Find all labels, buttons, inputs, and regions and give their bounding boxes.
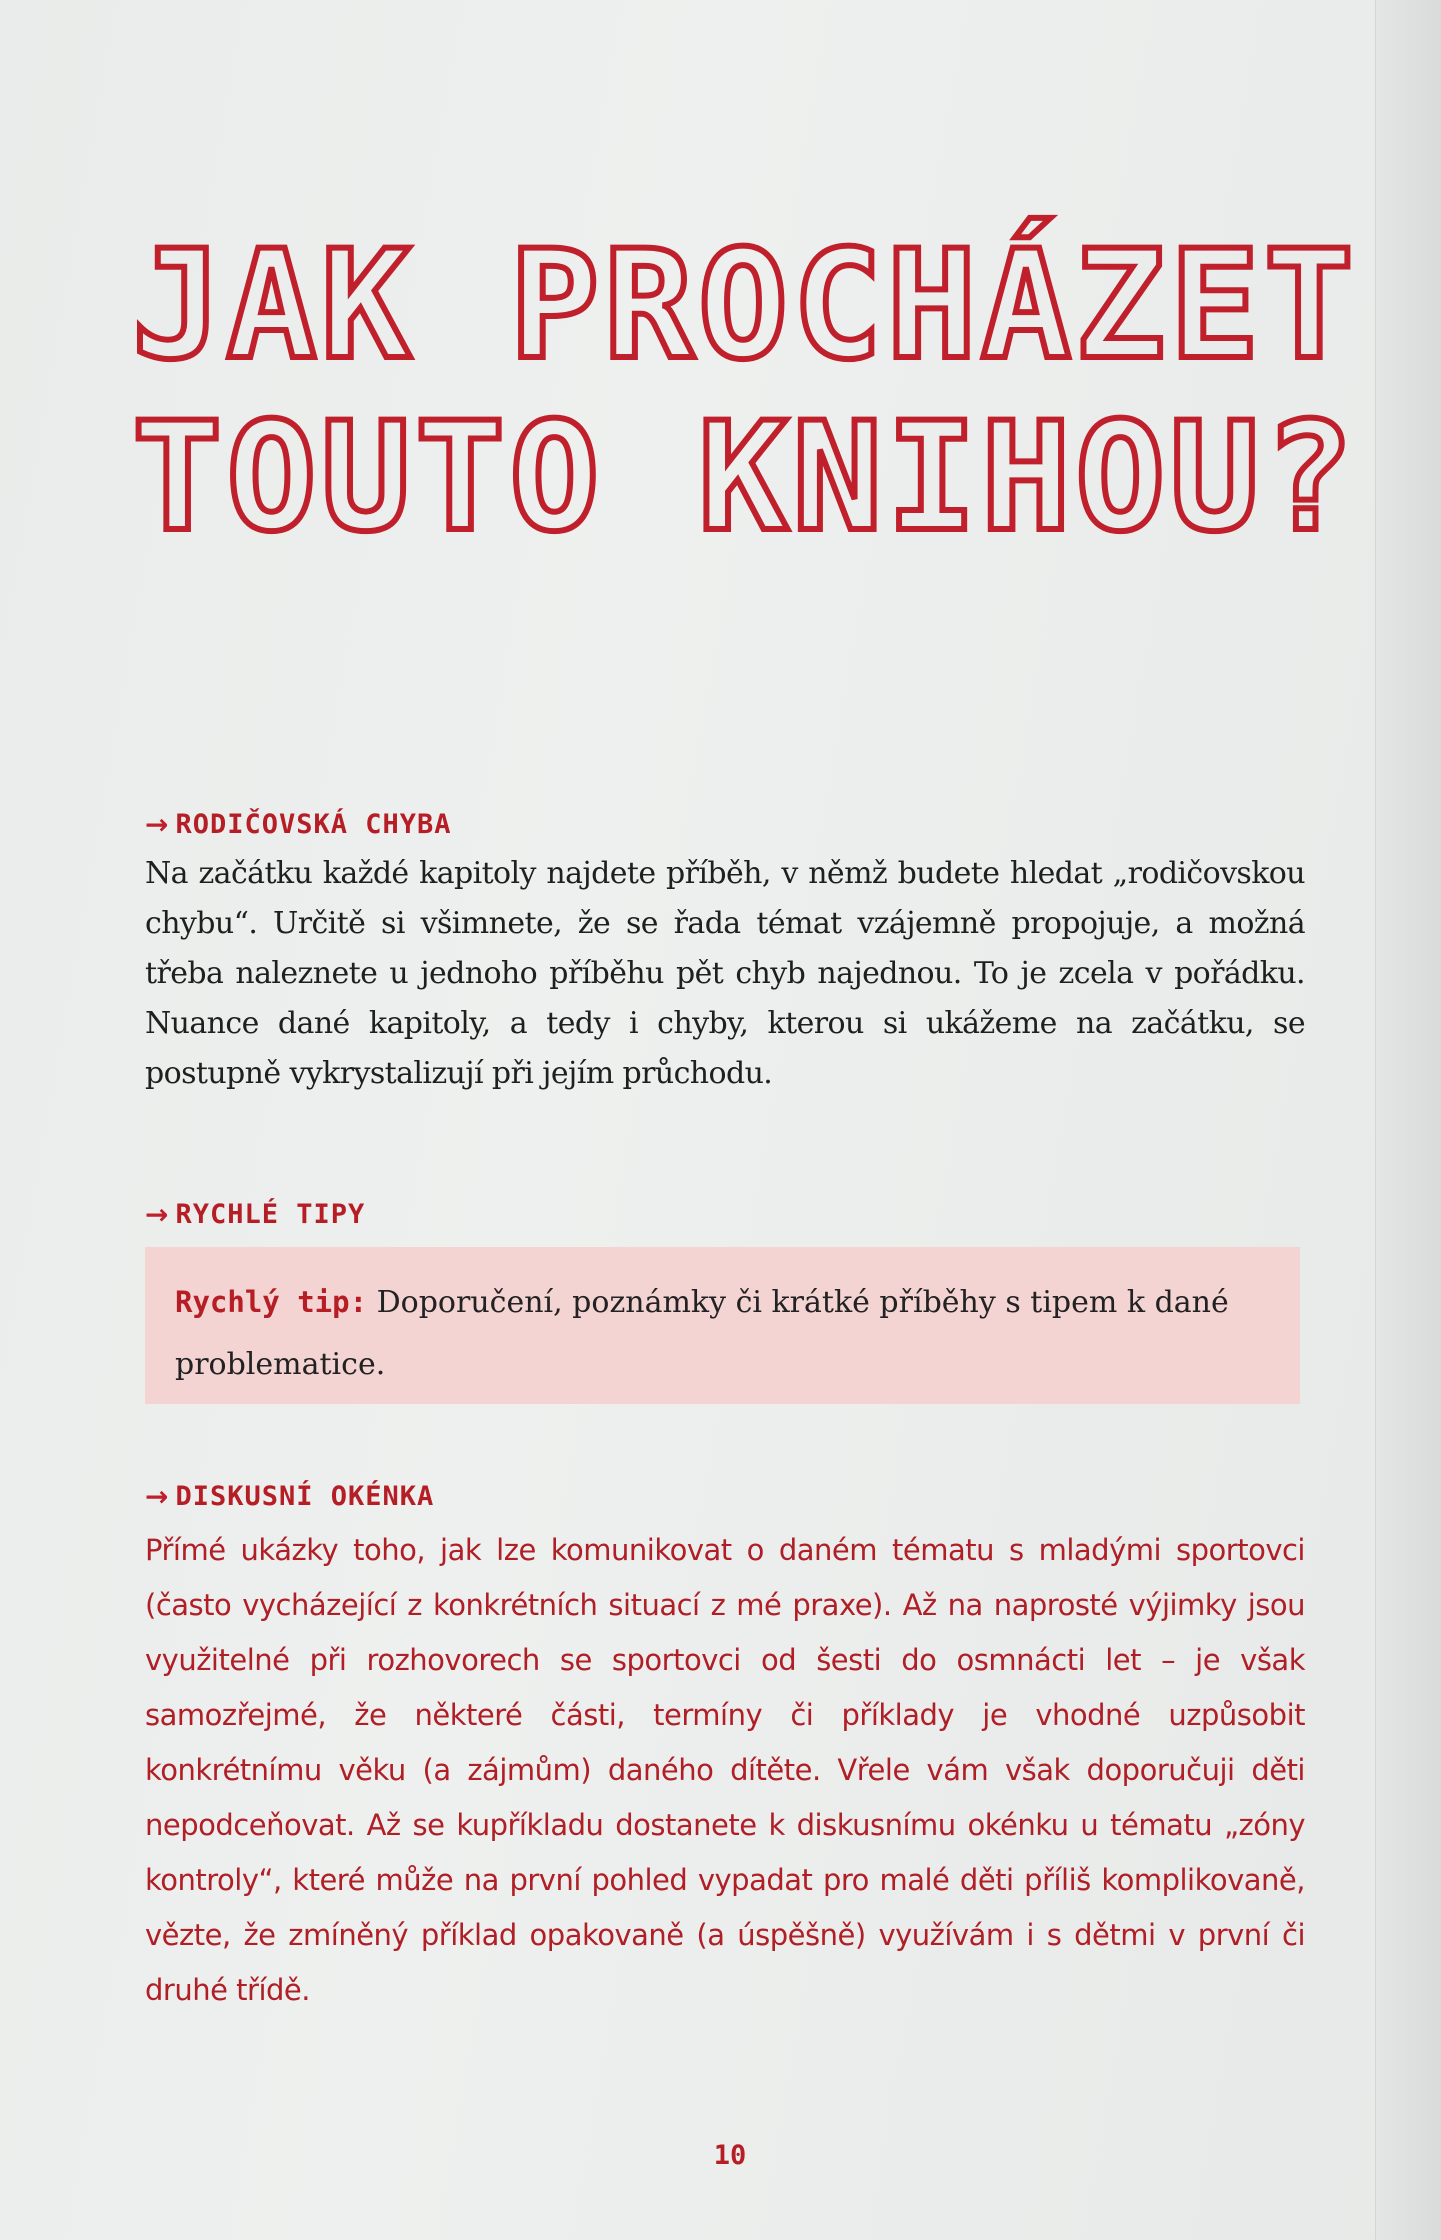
section-heading-parent-mistake <box>145 808 1305 841</box>
heading-text: RYCHLÉ TIPY <box>175 1199 366 1230</box>
paragraph-discussion: Přímé ukázky toho, jak lze komunikovat o daném tématu s mladými sportovci (často vycházející z konkrétních situací z mé praxe). Až na naprosté výjimky jsou využitelné při rozhovorech se sportovci od šesti do osmnácti let – je však samozřejmé, že některé části, termíny či příklady je vhodné uzpůsobit konkrétnímu věku (a zájmům) daného dítěte. Vřele vám však doporučuji děti nepodceňovat. Až se kupříkladu dostanete k diskusnímu okénku u tématu „zóny kontroly“, které může na první pohled vypadat pro malé děti příliš komplikovaně, vězte, že zmíněný příklad opakovaně (a úspěšně) využívám i s dětmi v první či druhé třídě. <box>145 1533 1305 2007</box>
page-title-line-1: JAK PROCHÁZET <box>132 219 1358 393</box>
heading-text: RODIČOVSKÁ CHYBA <box>175 809 452 840</box>
arrow-right-icon: → <box>145 1480 170 1513</box>
section-parent-mistake <box>145 808 1305 1099</box>
quick-tip-text <box>175 1271 1270 1396</box>
heading-text: DISKUSNÍ OKÉNKA <box>175 1481 435 1512</box>
quick-tip-label: Rychlý tip: <box>175 1285 368 1319</box>
section-quick-tips <box>145 1198 1305 1231</box>
quick-tip-box <box>145 1247 1300 1404</box>
page-number: 10 <box>713 2140 747 2171</box>
section-discussion <box>145 1480 1305 2018</box>
section-heading-discussion <box>145 1480 1305 1513</box>
section-heading-quick-tips <box>145 1198 1305 1231</box>
paragraph-parent-mistake: Na začátku každé kapitoly najdete příběh, v němž budete hledat „rodičovskou chybu“. Určitě si všimnete, že se řada témat vzájemně propojuje, a možná třeba naleznete u jednoho příběhu pět chyb najednou. To je zcela v pořádku. Nuance dané kapitoly, a tedy i chyby, kterou si ukážeme na začátku, se postupně vykrystalizují při jejím průchodu. <box>145 856 1305 1091</box>
adjacent-page-edge <box>1375 0 1441 2240</box>
arrow-right-icon: → <box>145 1198 170 1231</box>
page-title-line-2: TOUTO KNIHOU? <box>132 391 1358 565</box>
quick-tip-content: Doporučení, poznámky či krátké příběhy s tipem k dané problematice. <box>175 1285 1229 1382</box>
page-title <box>132 219 1358 565</box>
arrow-right-icon: → <box>145 808 170 841</box>
